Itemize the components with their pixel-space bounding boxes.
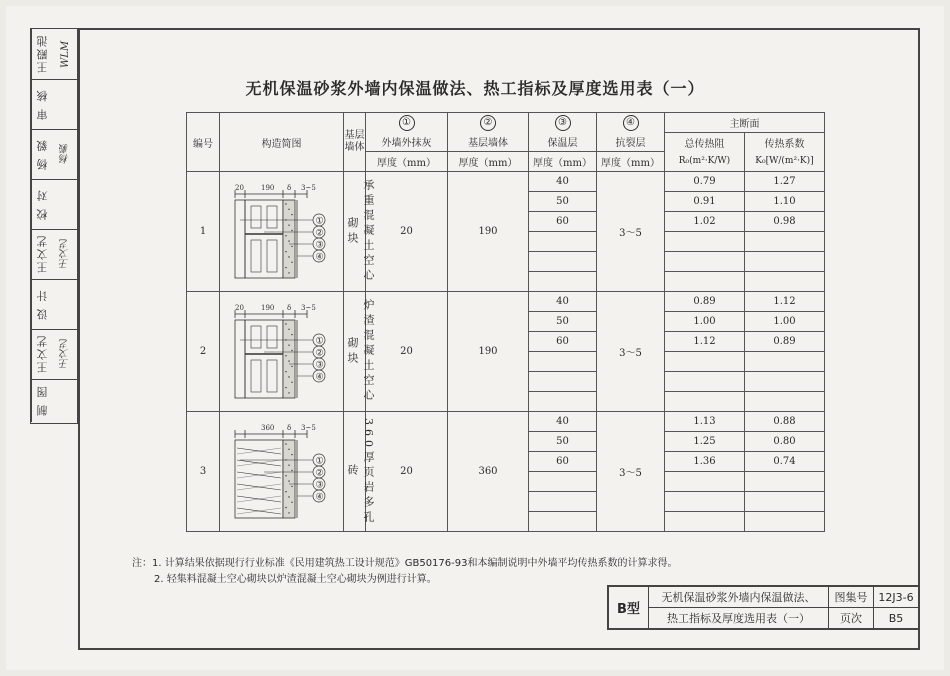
- page-label: 页次: [829, 608, 874, 628]
- svg-text:190: 190: [260, 183, 274, 192]
- heat-transfer-coefficient: 1.12: [745, 292, 825, 312]
- table-row: [187, 172, 825, 192]
- svg-text:δ: δ: [286, 423, 291, 432]
- title-block-type: B型: [609, 587, 649, 628]
- k-empty: [745, 352, 825, 372]
- construction-sketch: [227, 302, 337, 402]
- svg-text:3~5: 3~5: [300, 303, 316, 312]
- base-wall-cell: [344, 172, 375, 292]
- approval-row: [31, 129, 77, 180]
- approval-row: [31, 279, 77, 330]
- plaster-thickness: 20: [366, 172, 448, 292]
- thermal-resistance: 0.79: [665, 172, 745, 192]
- table-row: [187, 412, 825, 432]
- page-value: B5: [888, 611, 904, 625]
- svg-text:360: 360: [260, 423, 274, 432]
- header-base: 基层墙体: [344, 113, 366, 172]
- heat-transfer-coefficient: 0.98: [745, 212, 825, 232]
- approval-signature: [54, 179, 77, 229]
- header-c4-num: ④: [597, 113, 665, 133]
- r-empty: [665, 392, 745, 412]
- svg-text:①: ①: [315, 456, 324, 466]
- insulation-empty: [529, 272, 597, 292]
- wall-thickness: 190: [448, 172, 529, 292]
- svg-text:②: ②: [315, 228, 324, 238]
- sketch-cell: [220, 292, 344, 412]
- approval-label: 审 核: [31, 79, 54, 129]
- svg-text:①: ①: [315, 216, 324, 226]
- notes: [132, 556, 677, 588]
- svg-text:①: ①: [315, 336, 324, 346]
- approval-row: [31, 379, 77, 422]
- k-empty: [745, 232, 825, 252]
- header-thick-2: 厚度（mm）: [448, 152, 529, 172]
- approval-label: 制 图: [31, 379, 54, 422]
- insulation-thickness: 50: [529, 192, 597, 212]
- insulation-empty: [529, 252, 597, 272]
- insulation-thickness: 50: [529, 312, 597, 332]
- sketch-cell: [220, 412, 344, 532]
- k-empty: [745, 272, 825, 292]
- heat-transfer-coefficient: 1.00: [745, 312, 825, 332]
- header-main: 主断面: [665, 113, 825, 133]
- thermal-resistance: 0.91: [665, 192, 745, 212]
- thermal-resistance: 1.13: [665, 412, 745, 432]
- thermal-resistance: 1.00: [665, 312, 745, 332]
- approval-row: [31, 229, 77, 280]
- note-2: 2. 轻集料混凝土空心砌块以炉渣混凝土空心砌块为例进行计算。: [154, 574, 437, 585]
- k-empty: [745, 392, 825, 412]
- approval-row: [31, 329, 77, 380]
- svg-text:④: ④: [315, 492, 324, 502]
- insulation-thickness: 40: [529, 412, 597, 432]
- header-no: 编号: [187, 113, 220, 172]
- approval-label: 设 计: [31, 279, 54, 329]
- svg-text:③: ③: [315, 480, 324, 490]
- heat-transfer-coefficient: 1.10: [745, 192, 825, 212]
- k-empty: [745, 472, 825, 492]
- svg-text:④: ④: [315, 372, 324, 382]
- svg-text:δ: δ: [286, 183, 291, 192]
- header-k-unit: K₀[W/(m²·K)]: [745, 152, 825, 172]
- svg-text:3~5: 3~5: [300, 183, 316, 192]
- r-empty: [665, 492, 745, 512]
- thermal-resistance: 1.36: [665, 452, 745, 472]
- header-thick-3: 厚度（mm）: [529, 152, 597, 172]
- plaster-thickness: 20: [366, 412, 448, 532]
- approval-label: 王文艺: [31, 329, 54, 379]
- insulation-thickness: 40: [529, 172, 597, 192]
- insulation-thickness: 60: [529, 212, 597, 232]
- approval-signature: 王文艺: [60, 239, 71, 269]
- r-empty: [665, 372, 745, 392]
- insulation-empty: [529, 372, 597, 392]
- approval-label: 杨 毅: [31, 129, 54, 179]
- insulation-empty: [529, 352, 597, 372]
- construction-sketch: [227, 422, 337, 522]
- thermal-resistance: 1.12: [665, 332, 745, 352]
- r-empty: [665, 472, 745, 492]
- svg-text:20: 20: [234, 183, 244, 192]
- header-sketch: 构造简图: [220, 113, 344, 172]
- r-empty: [665, 252, 745, 272]
- header-r-name: 总传热阻: [665, 132, 745, 152]
- heat-transfer-coefficient: 0.88: [745, 412, 825, 432]
- title-block: [607, 585, 920, 630]
- k-empty: [745, 512, 825, 532]
- svg-text:190: 190: [260, 303, 274, 312]
- r-empty: [665, 232, 745, 252]
- svg-text:②: ②: [315, 468, 324, 478]
- insulation-thickness: 60: [529, 452, 597, 472]
- atlas-label: 图集号: [829, 587, 874, 608]
- title-block-name-2: 热工指标及厚度选用表（一）: [649, 608, 829, 628]
- svg-text:③: ③: [315, 240, 324, 250]
- approval-signature: [54, 279, 77, 329]
- base-wall-name: 炉渣混凝土空心砌块: [346, 299, 375, 404]
- svg-text:20: 20: [234, 303, 244, 312]
- approval-label: 校 对: [31, 179, 54, 229]
- svg-text:④: ④: [315, 252, 324, 262]
- insulation-thickness: 40: [529, 292, 597, 312]
- insulation-empty: [529, 492, 597, 512]
- row-number: 3: [187, 412, 220, 532]
- r-empty: [665, 272, 745, 292]
- heat-transfer-coefficient: 0.74: [745, 452, 825, 472]
- approval-label: 王殿池: [31, 29, 54, 79]
- row-number: 1: [187, 172, 220, 292]
- thermal-resistance: 1.02: [665, 212, 745, 232]
- svg-text:3~5: 3~5: [300, 423, 316, 432]
- heat-transfer-coefficient: 1.27: [745, 172, 825, 192]
- crack-thickness: 3～5: [597, 412, 665, 532]
- k-empty: [745, 372, 825, 392]
- approval-signature: 王文艺: [60, 339, 71, 369]
- insulation-empty: [529, 392, 597, 412]
- insulation-empty: [529, 232, 597, 252]
- k-empty: [745, 492, 825, 512]
- base-wall-name: 承重混凝土空心砌块: [346, 179, 375, 284]
- approval-signature: WLM: [60, 40, 71, 68]
- plaster-thickness: 20: [366, 292, 448, 412]
- approval-row: [31, 179, 77, 230]
- base-wall-cell: [344, 292, 375, 412]
- approval-signature: 杨毅: [60, 144, 71, 164]
- insulation-thickness: 50: [529, 432, 597, 452]
- insulation-empty: [529, 512, 597, 532]
- crack-thickness: 3～5: [597, 292, 665, 412]
- approval-row: [31, 29, 77, 80]
- atlas-value: 12J3-6: [874, 587, 918, 608]
- header-c3-name: 保温层: [529, 132, 597, 152]
- insulation-empty: [529, 472, 597, 492]
- svg-text:③: ③: [315, 360, 324, 370]
- svg-text:δ: δ: [286, 303, 291, 312]
- thermal-resistance: 0.89: [665, 292, 745, 312]
- page-title: 无机保温砂浆外墙内保温做法、热工指标及厚度选用表（一）: [245, 79, 705, 98]
- heat-transfer-coefficient: 0.89: [745, 332, 825, 352]
- r-empty: [665, 352, 745, 372]
- row-number: 2: [187, 292, 220, 412]
- header-c2-name: 基层墙体: [448, 132, 529, 152]
- crack-thickness: 3～5: [597, 172, 665, 292]
- title-block-name-1: 无机保温砂浆外墙内保温做法、: [649, 587, 829, 608]
- construction-sketch: [227, 182, 337, 282]
- note-1: 注：1. 计算结果依据现行行业标准《民用建筑热工设计规范》GB50176-93和本编制说明中外墙平均传热系数的计算求得。: [132, 558, 678, 569]
- header-r-unit: R₀(m²·K/W): [665, 152, 745, 172]
- r-empty: [665, 512, 745, 532]
- wall-thickness: 360: [448, 412, 529, 532]
- header-k-name: 传热系数: [745, 132, 825, 152]
- selection-table: [186, 112, 825, 532]
- approval-label: 王文艺: [31, 229, 54, 279]
- heat-transfer-coefficient: 0.80: [745, 432, 825, 452]
- k-empty: [745, 252, 825, 272]
- header-thick-4: 厚度（mm）: [597, 152, 665, 172]
- base-wall-cell: [344, 412, 375, 532]
- header-c2-num: ②: [448, 113, 529, 133]
- wall-thickness: 190: [448, 292, 529, 412]
- header-c4-name: 抗裂层: [597, 132, 665, 152]
- approval-signature: [54, 379, 77, 422]
- sketch-cell: [220, 172, 344, 292]
- header-thick-1: 厚度（mm）: [366, 152, 448, 172]
- thermal-resistance: 1.25: [665, 432, 745, 452]
- insulation-thickness: 60: [529, 332, 597, 352]
- svg-text:②: ②: [315, 348, 324, 358]
- header-c1-num: ①: [366, 113, 448, 133]
- base-wall-name: 360厚页岩多孔砖: [346, 417, 375, 526]
- table-row: [187, 292, 825, 312]
- header-c3-num: ③: [529, 113, 597, 133]
- header-c1-name: 外墙外抹灰: [366, 132, 448, 152]
